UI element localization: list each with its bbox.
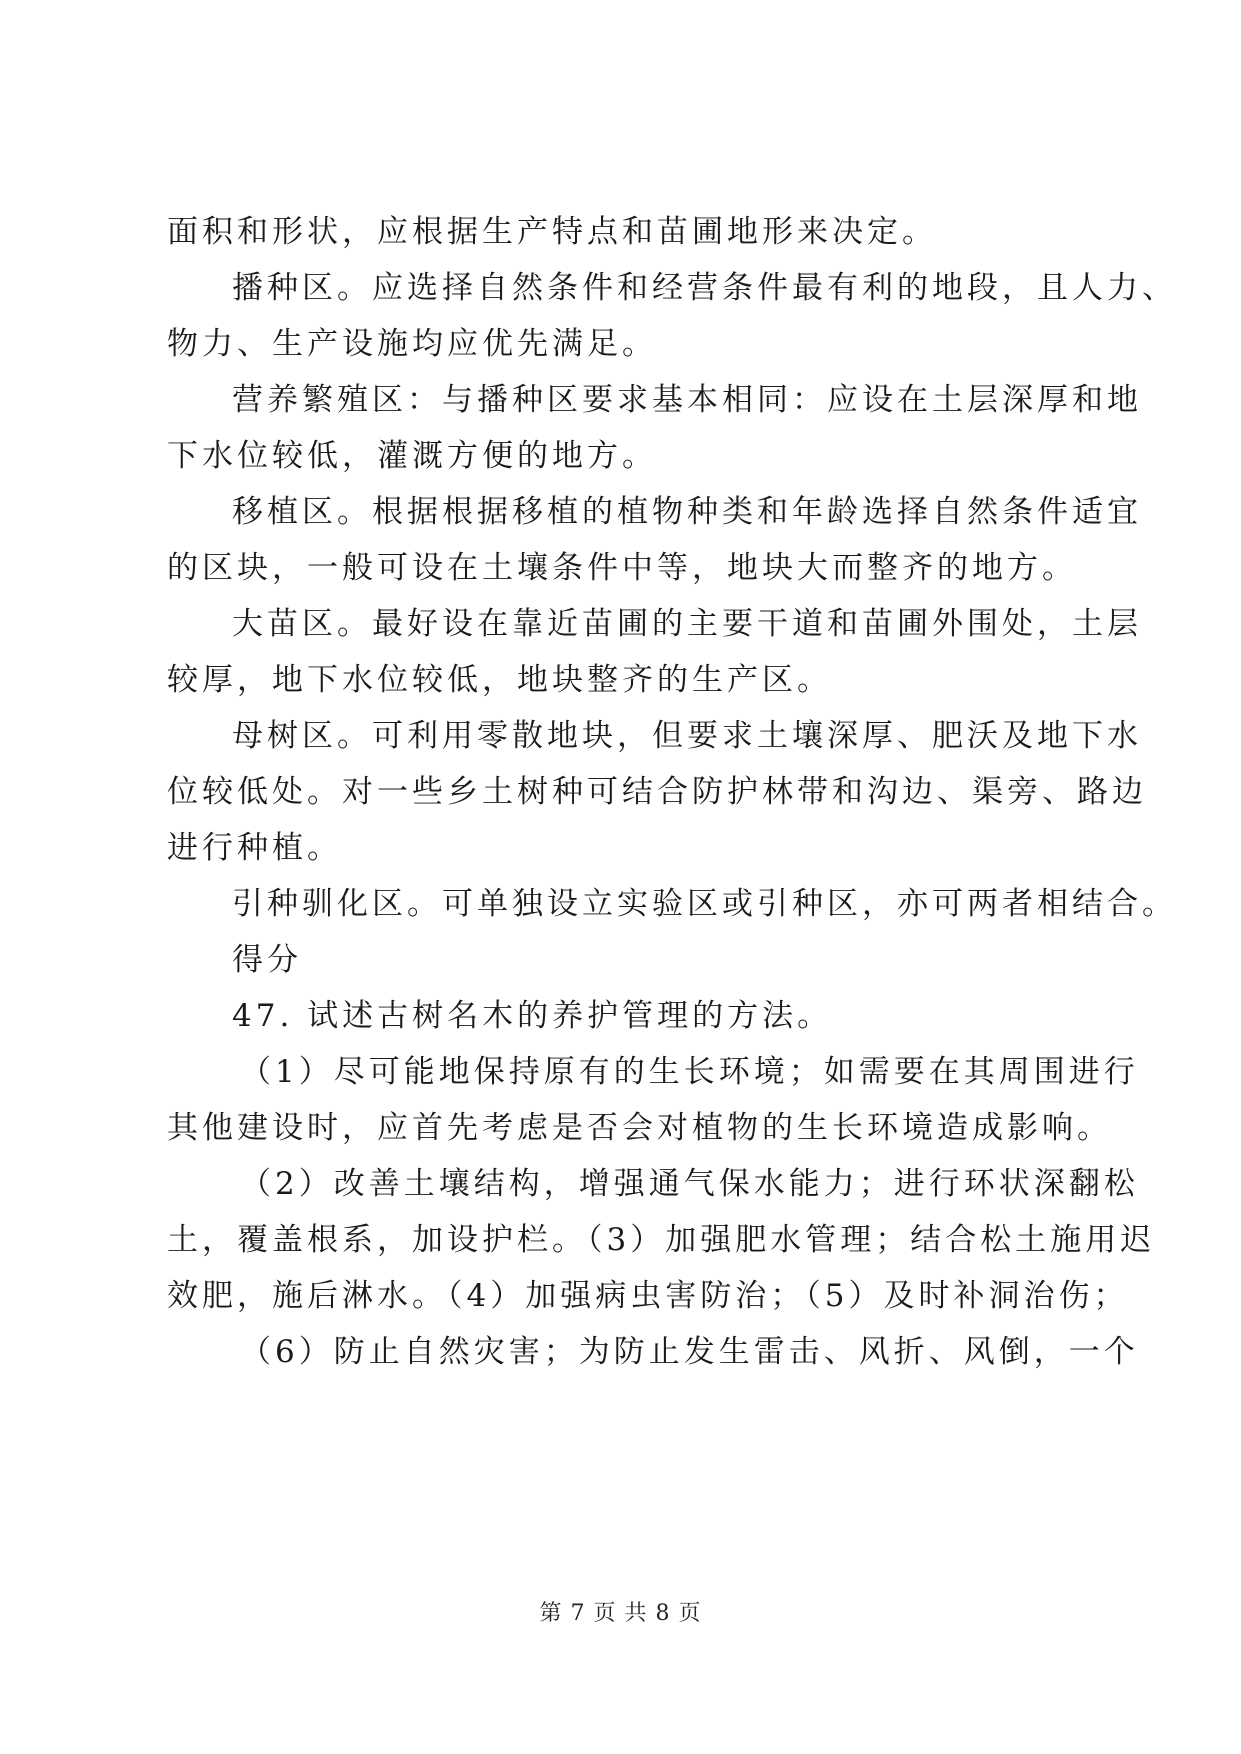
text-line: 移植区。根据根据移植的植物种类和年龄选择自然条件适宜 [232,494,1142,530]
page-number-footer: 第 7 页 共 8 页 [539,1601,702,1626]
text-line: 效肥，施后淋水。（4）加强病虫害防治；（5）及时补洞治伤； [167,1278,1129,1314]
text-line: 下水位较低，灌溉方便的地方。 [167,438,657,474]
text-line: 其他建设时，应首先考虑是否会对植物的生长环境造成影响。 [167,1110,1112,1146]
text-line: 进行种植。 [167,830,342,866]
text-line: 营养繁殖区：与播种区要求基本相同：应设在土层深厚和地 [232,382,1142,418]
question-title: 47. 试述古树名木的养护管理的方法。 [232,998,833,1034]
text-line: 较厚，地下水位较低，地块整齐的生产区。 [167,662,832,698]
text-line: （2）改善土壤结构，增强通气保水能力；进行环状深翻松 [240,1166,1139,1202]
text-line: （1）尽可能地保持原有的生长环境；如需要在其周围进行 [240,1054,1139,1090]
text-line: 土，覆盖根系，加设护栏。（3）加强肥水管理；结合松土施用迟 [167,1222,1156,1258]
text-line: 面积和形状，应根据生产特点和苗圃地形来决定。 [167,214,937,250]
score-label: 得分 [232,942,302,978]
text-line: 位较低处。对一些乡土树种可结合防护林带和沟边、渠旁、路边 [167,774,1147,810]
text-line: 播种区。应选择自然条件和经营条件最有利的地段，且人力、 [232,270,1177,306]
text-line: 物力、生产设施均应优先满足。 [167,326,657,362]
text-line: 母树区。可利用零散地块，但要求土壤深厚、肥沃及地下水 [232,718,1142,754]
text-line: 大苗区。最好设在靠近苗圃的主要干道和苗圃外围处，土层 [232,606,1142,642]
text-line: （6）防止自然灾害；为防止发生雷击、风折、风倒，一个 [240,1334,1139,1370]
text-line: 的区块，一般可设在土壤条件中等，地块大而整齐的地方。 [167,550,1077,586]
text-line: 引种驯化区。可单独设立实验区或引种区，亦可两者相结合。 [232,886,1177,922]
